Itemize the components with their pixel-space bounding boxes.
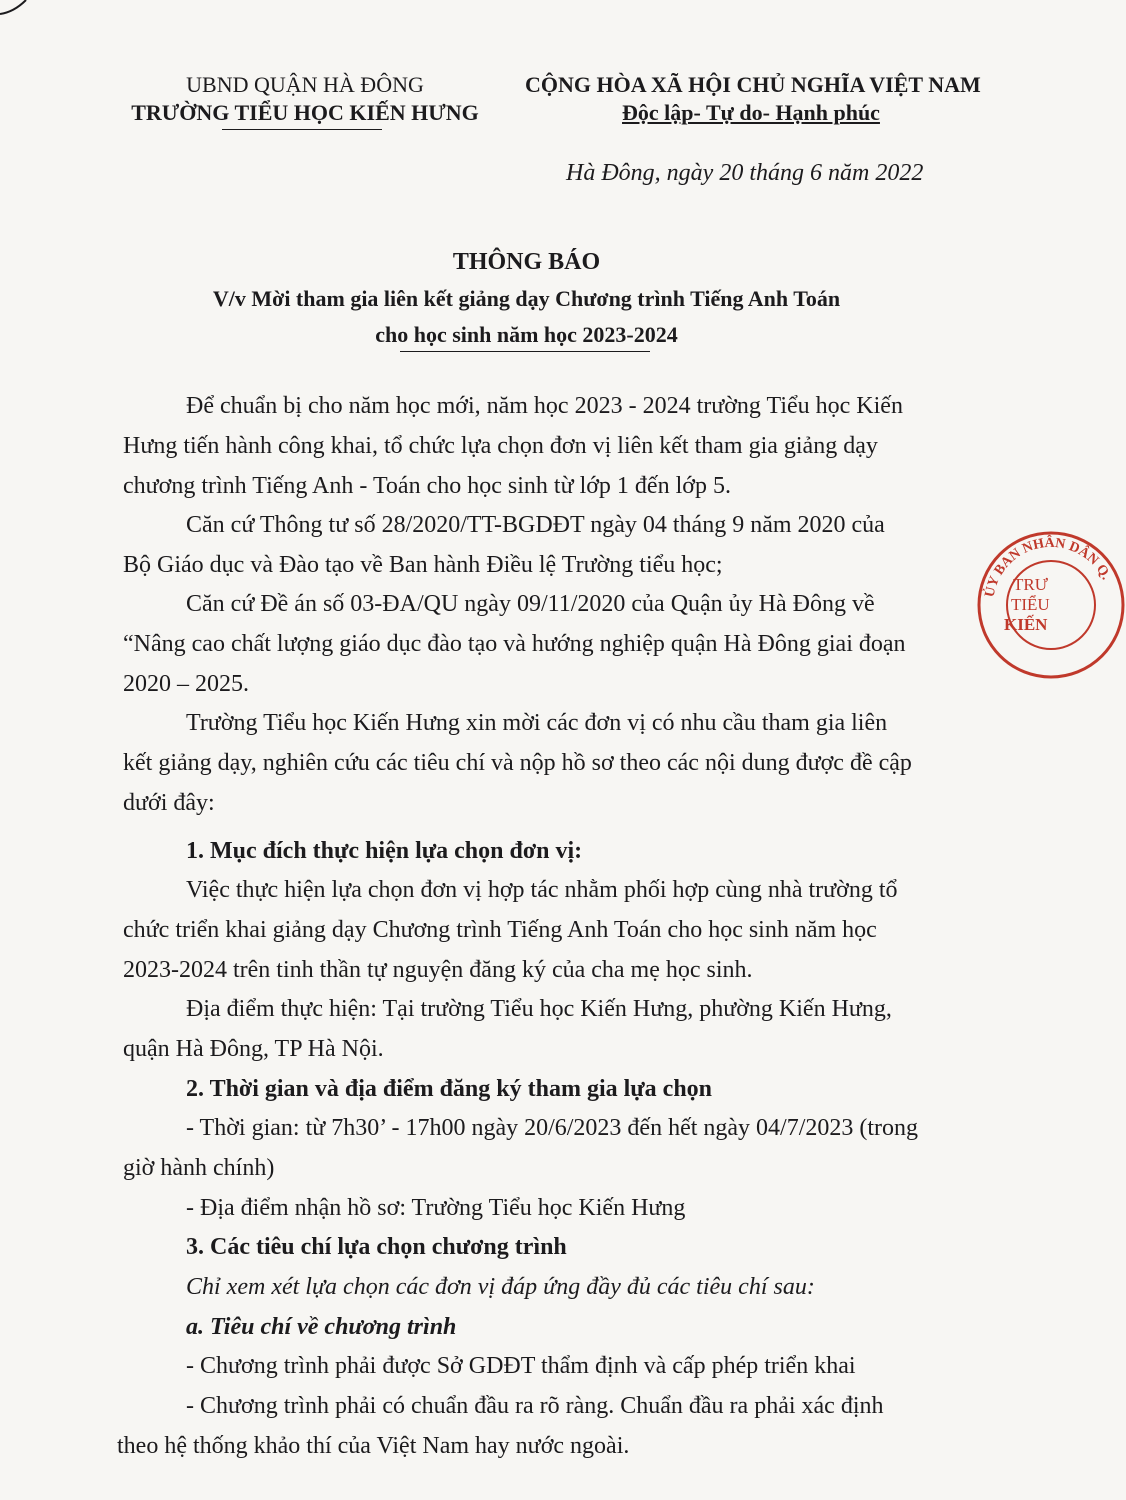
notice-title: THÔNG BÁO bbox=[452, 249, 601, 275]
notice-subtitle-line1: V/v Mời tham gia liên kết giảng dạy Chương trình Tiếng Anh Toán bbox=[212, 286, 841, 311]
body-line-16: Địa điểm thực hiện: Tại trường Tiểu học Kiến Hưng, phường Kiến Hưng, bbox=[186, 996, 892, 1022]
body-line-6: Căn cứ Đề án số 03-ĐA/QU ngày 09/11/2020 của Quận ủy Hà Đông về bbox=[186, 591, 875, 617]
body-line-17: quận Hà Đông, TP Hà Nội. bbox=[123, 1036, 384, 1062]
official-stamp bbox=[976, 530, 1126, 680]
section-3a-heading: a. Tiêu chí về chương trình bbox=[186, 1314, 457, 1340]
header-left-underline bbox=[222, 129, 382, 130]
notice-subtitle-line2: cho học sinh năm học 2023-2024 bbox=[375, 322, 678, 347]
body-line-8: 2020 – 2025. bbox=[123, 671, 249, 697]
section-2-heading: 2. Thời gian và địa điểm đăng ký tham gia lựa chọn bbox=[186, 1076, 713, 1102]
body-line-10: kết giảng dạy, nghiên cứu các tiêu chí và nộp hồ sơ theo các nội dung được đề cập bbox=[123, 750, 912, 776]
stamp-inner-line3: KIẾN bbox=[1004, 615, 1048, 634]
section-1-heading: 1. Mục đích thực hiện lựa chọn đơn vị: bbox=[186, 838, 583, 864]
body-line-26: - Chương trình phải có chuẩn đầu ra rõ ràng. Chuẩn đầu ra phải xác định bbox=[186, 1393, 884, 1419]
body-line-3: chương trình Tiếng Anh - Toán cho học sinh từ lớp 1 đến lớp 5. bbox=[123, 473, 731, 499]
stamp-ring-text: ỦY BAN NHÂN DÂN Q. bbox=[982, 535, 1114, 599]
body-line-11: dưới đây: bbox=[123, 790, 215, 816]
body-line-20: giờ hành chính) bbox=[123, 1155, 275, 1181]
subtitle-underline bbox=[400, 351, 650, 352]
body-line-1: Để chuẩn bị cho năm học mới, năm học 2023 - 2024 trường Tiểu học Kiến bbox=[186, 393, 903, 419]
header-right-motto: Độc lập- Tự do- Hạnh phúc bbox=[622, 100, 880, 125]
corner-pen-mark bbox=[0, 0, 40, 20]
body-line-5: Bộ Giáo dục và Đào tạo về Ban hành Điều lệ Trường tiểu học; bbox=[123, 552, 723, 578]
stamp-seal-graphic bbox=[976, 530, 1126, 680]
body-line-25: - Chương trình phải được Sở GDĐT thẩm định và cấp phép triển khai bbox=[186, 1353, 856, 1379]
body-line-27: theo hệ thống khảo thí của Việt Nam hay nước ngoài. bbox=[117, 1433, 630, 1459]
body-line-13: Việc thực hiện lựa chọn đơn vị hợp tác nhằm phối hợp cùng nhà trường tổ bbox=[186, 877, 898, 903]
body-line-4: Căn cứ Thông tư số 28/2020/TT-BGDĐT ngày 04 tháng 9 năm 2020 của bbox=[186, 512, 885, 538]
section-3-heading: 3. Các tiêu chí lựa chọn chương trình bbox=[186, 1234, 567, 1260]
header-left-line1: UBND QUẬN HÀ ĐÔNG bbox=[186, 72, 424, 97]
body-line-7: “Nâng cao chất lượng giáo dục đào tạo và hướng nghiệp quận Hà Đông giai đoạn bbox=[123, 631, 906, 657]
body-line-15: 2023-2024 trên tinh thần tự nguyện đăng ký của cha mẹ học sinh. bbox=[123, 957, 753, 983]
body-line-19: - Thời gian: từ 7h30’ - 17h00 ngày 20/6/2023 đến hết ngày 04/7/2023 (trong bbox=[186, 1115, 919, 1141]
header-right-line1: CỘNG HÒA XÃ HỘI CHỦ NGHĨA VIỆT NAM bbox=[525, 72, 981, 97]
body-line-21: - Địa điểm nhận hồ sơ: Trường Tiểu học Kiến Hưng bbox=[186, 1195, 686, 1221]
header-left-line2: TRƯỜNG TIỂU HỌC KIẾN HƯNG bbox=[131, 100, 479, 125]
section-3-intro: Chỉ xem xét lựa chọn các đơn vị đáp ứng đầy đủ các tiêu chí sau: bbox=[186, 1274, 815, 1300]
body-line-9: Trường Tiểu học Kiến Hưng xin mời các đơn vị có nhu cầu tham gia liên bbox=[186, 710, 888, 736]
stamp-inner-line1: TRƯ bbox=[1013, 575, 1048, 594]
body-line-14: chức triển khai giảng dạy Chương trình Tiếng Anh Toán cho học sinh năm học bbox=[123, 917, 877, 943]
body-line-2: Hưng tiến hành công khai, tổ chức lựa chọn đơn vị liên kết tham gia giảng dạy bbox=[123, 433, 878, 459]
date-line: Hà Đông, ngày 20 tháng 6 năm 2022 bbox=[566, 160, 924, 186]
stamp-inner-line2: TIỂU bbox=[1011, 595, 1050, 614]
